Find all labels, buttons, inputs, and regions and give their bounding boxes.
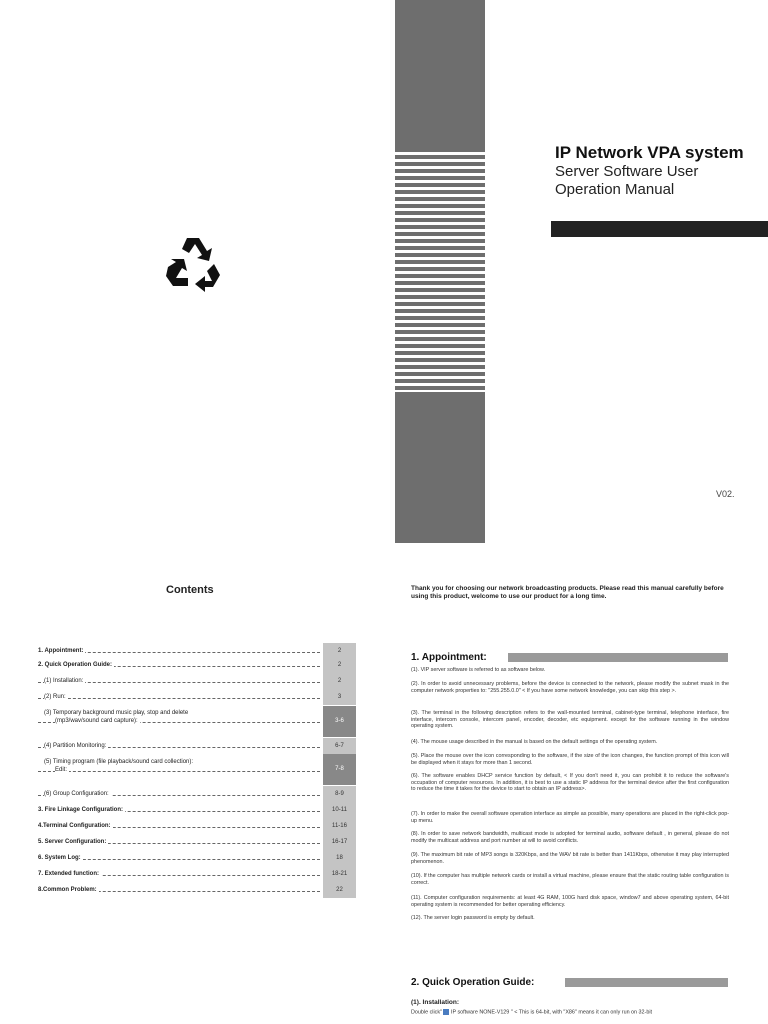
toc-page-number: 18 [323, 850, 356, 866]
cover-title: IP Network VPA system [555, 143, 744, 162]
stripe-line [395, 302, 485, 306]
stripe-line [395, 295, 485, 299]
appointment-paragraph: (6). The software enables DHCP service function by default, < If you don't need it, you can prohibit it to reduce the software's occupation of computer resources. In addition, it is best to use a static IP address for the terminal device after the first configuration to reduce the time it takes for the device to start to obtain an IP address>. [411, 773, 729, 792]
toc-page-number: 18-21 [323, 866, 356, 882]
toc-page-number: 2 [323, 673, 356, 689]
toc-page-number: 11-16 [323, 818, 356, 834]
appointment-paragraph: (10). If the computer has multiple network cards or install a virtual machine, please ensure that the static routing table configuration is correct. [411, 873, 729, 886]
toc-row[interactable] [38, 738, 356, 754]
version-label: V02. [716, 489, 735, 499]
toc-label: (2) Run: [44, 694, 66, 700]
appointment-paragraph: (1). VIP server software is referred to as software below. [411, 667, 546, 673]
toc-page-number: 2 [323, 657, 356, 673]
stripe-line [395, 190, 485, 194]
installation-heading: (1). Installation: [411, 999, 460, 1006]
toc-page-number: 16-17 [323, 834, 356, 850]
recycle-icon [163, 234, 223, 292]
toc-label: (4) Partition Monitoring: [44, 743, 107, 749]
toc-page-number: 8-9 [323, 786, 356, 802]
toc-leader [38, 771, 320, 772]
appointment-paragraph: (4). The mouse usage described in the manual is based on the default settings of the operating system. [411, 739, 658, 745]
toc-label: (mp3/wav/sound card capture): [55, 718, 138, 724]
stripe-line [395, 162, 485, 166]
stripe-line [395, 183, 485, 187]
cover-subtitle-line2: Operation Manual [555, 181, 675, 198]
stripe-line [395, 239, 485, 243]
stripe-line [395, 358, 485, 362]
stripe-line [395, 337, 485, 341]
stripe-line [395, 225, 485, 229]
stripe-line [395, 169, 485, 173]
stripe-line [395, 330, 485, 334]
section-2-bar [565, 978, 728, 987]
toc-leader [38, 698, 320, 699]
stripe-line [395, 218, 485, 222]
toc-row[interactable] [38, 882, 356, 898]
toc-label: 3. Fire Linkage Configuration: [38, 807, 124, 813]
stripe-line [395, 386, 485, 390]
appointment-paragraph: (9). The maximum bit rate of MP3 songs is 320Kbps, and the WAV bit rate is better than 1411Kbps, otherwise it may play interrupted phenomenon. [411, 852, 729, 865]
stripe-line [395, 365, 485, 369]
stripe-line [395, 274, 485, 278]
toc-label: (1) Installation: [44, 678, 84, 684]
appointment-paragraph: (7). In order to make the overall software operation interface as simple as possible, many operations are placed in the right-click pop-up menu. [411, 811, 729, 824]
toc-page-number: 22 [323, 882, 356, 898]
stripe-line [395, 379, 485, 383]
software-file-name: IP software NONE-V129 [450, 1009, 510, 1016]
toc-label: 5. Server Configuration: [38, 839, 107, 845]
double-click-text: Double click" [411, 1009, 442, 1016]
toc-row[interactable] [38, 657, 356, 673]
toc-label: 1. Appointment: [38, 648, 84, 654]
intro-text: Thank you for choosing our network broadcasting products. Please read this manual carefully before using this product, welcome to use our product for a long time. [411, 585, 724, 600]
appointment-paragraph: (5). Place the mouse over the icon corresponding to the software, if the size of the icon changes, the function prompt of this icon will be displayed when it stays for more than 1 second. [411, 753, 729, 766]
toc-label: (5) Timing program (file playback/sound card collection): [44, 759, 194, 765]
toc-label: 7. Extended function: [38, 871, 100, 877]
appointment-paragraph: (3). The terminal in the following description refers to the wall-mounted terminal, cabinet-type terminal, telephone interface, fire interface, intercom console, intercom panel, encoder, decoder, etc equipment. except for the software running in the window operating system. [411, 710, 729, 729]
stripe-line [395, 197, 485, 201]
section-2-heading [411, 977, 534, 988]
toc-row[interactable] [38, 802, 356, 818]
software-file-icon [443, 1009, 449, 1015]
toc-label: 2. Quick Operation Guide: [38, 662, 113, 668]
appointment-paragraph: (2). In order to avoid unnecessary problems, before the device is connected to the network, please modify the subnet mask in the computer network properties to: "255.255.0.0" < If you have some network knowledge, you can skip this step >. [411, 681, 729, 694]
stripe-line [395, 260, 485, 264]
stripe-line [395, 351, 485, 355]
toc-label: 6. System Log: [38, 855, 81, 861]
cover-subtitle-line1: Server Software User [555, 163, 699, 180]
stripe-line [395, 155, 485, 159]
toc-label: Edit: [55, 767, 68, 773]
stripe-line [395, 204, 485, 208]
stripe-line [395, 344, 485, 348]
stripe-line [395, 323, 485, 327]
stripe-line [395, 316, 485, 320]
stripe-line [395, 176, 485, 180]
stripe-line [395, 232, 485, 236]
toc-row[interactable] [38, 786, 356, 802]
contents-title: Contents [166, 584, 214, 596]
stripe-line [395, 211, 485, 215]
installation-text [411, 1009, 652, 1015]
section-1-heading [411, 652, 487, 663]
toc-row[interactable] [38, 762, 356, 778]
toc-row[interactable] [38, 713, 356, 729]
toc-label: 4.Terminal Configuration: [38, 823, 111, 829]
toc-label: (6) Group Configuration: [44, 791, 109, 797]
toc-row[interactable] [38, 673, 356, 689]
stripe-block [395, 392, 485, 543]
appointment-paragraph: (12). The server login password is empty by default. [411, 915, 535, 921]
toc-label: 8.Common Problem: [38, 887, 97, 893]
toc-page-number: 7-8 [323, 754, 356, 785]
section-1-bar [508, 653, 728, 662]
appointment-paragraph: (8). In order to save network bandwidth, multicast mode is adopted for terminal audio, software default , in general, please do not modify the multicast address and port number at will to avoid conflicts. [411, 831, 729, 844]
stripe-line [395, 246, 485, 250]
stripe-line [395, 267, 485, 271]
toc-page-number: 3 [323, 689, 356, 705]
toc-page-number: 10-11 [323, 802, 356, 818]
toc-page-number: 3-6 [323, 706, 356, 737]
stripe-line [395, 288, 485, 292]
toc-row[interactable] [38, 818, 356, 834]
stripe-line [395, 281, 485, 285]
toc-row[interactable] [38, 866, 356, 882]
cover-title-bar [551, 221, 768, 237]
stripe-block [395, 0, 485, 152]
toc-row[interactable] [38, 850, 356, 866]
toc-page-number: 6-7 [323, 738, 356, 754]
stripe-line [395, 372, 485, 376]
section-1-title: 1. Appointment: [411, 652, 487, 663]
cover-stripe-band [395, 0, 485, 543]
toc-row[interactable] [38, 834, 356, 850]
section-2-title: 2. Quick Operation Guide: [411, 977, 535, 988]
toc-page-number: 2 [323, 643, 356, 659]
toc-label: (3) Temporary background music play, stop and delete [44, 710, 189, 716]
toc-row[interactable] [38, 689, 356, 705]
double-click-rest: " < This is 64-bit, with "X86" means it can only run on 32-bit [510, 1009, 653, 1016]
stripe-line [395, 309, 485, 313]
appointment-paragraph: (11). Computer configuration requirements: at least 4G RAM, 100G hard disk space, window7 and above operating system, 64-bit operating system is recommended for better operating efficiency. [411, 895, 729, 908]
stripe-line [395, 253, 485, 257]
